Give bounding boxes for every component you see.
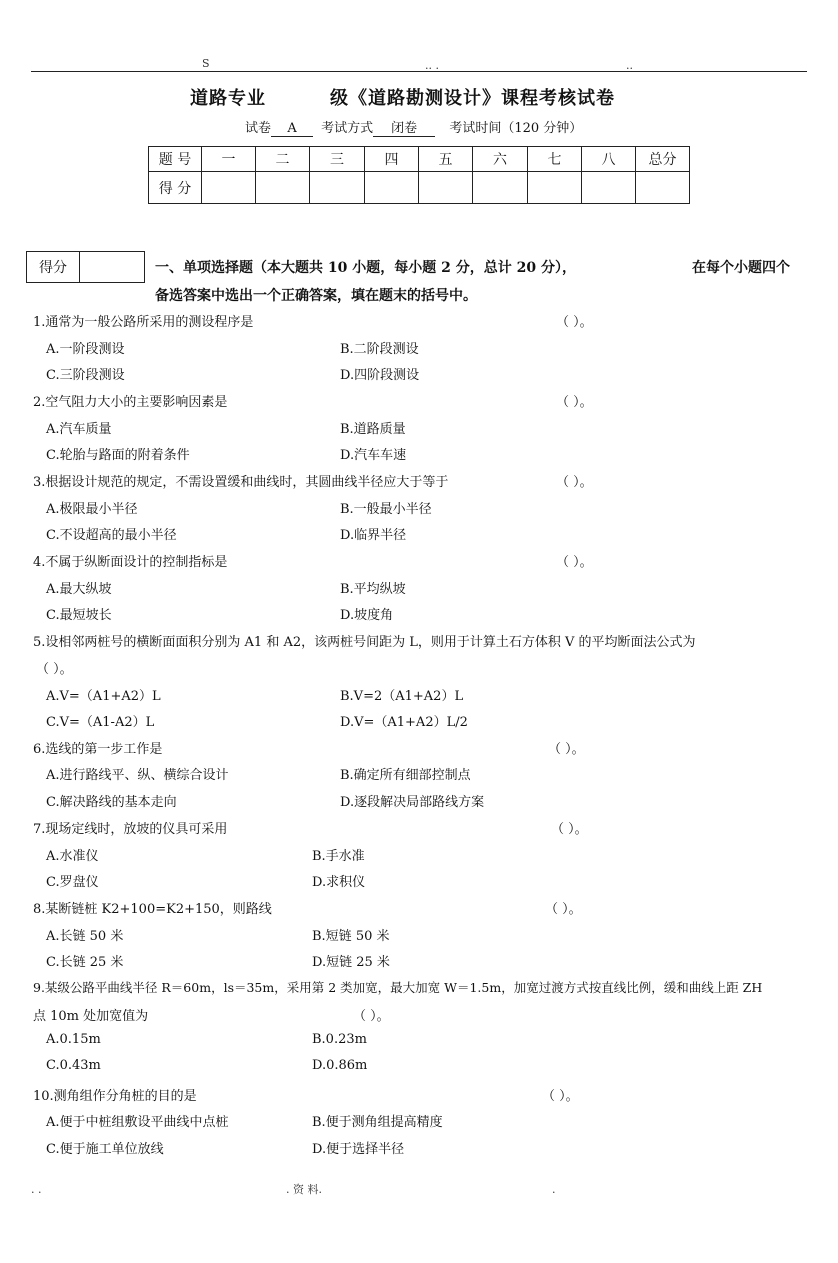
exam-meta [245, 117, 582, 137]
option-a: A.水准仪 [46, 849, 99, 864]
time-text: 考试时间（120 分钟） [449, 121, 583, 136]
method-label: 考试方式 [321, 121, 374, 136]
option-a: A.V=（A1+A2）L [46, 689, 161, 704]
question-10-stem: 10.测角组作分角桩的目的是 [33, 1089, 197, 1104]
section-score-box [26, 251, 145, 283]
option-c: C.不设超高的最小半径 [46, 528, 177, 543]
answer-paren[interactable]: （ ）。 [556, 395, 593, 410]
option-b: B.短链 50 米 [312, 929, 390, 944]
answer-paren[interactable]: （ ）。 [36, 662, 73, 677]
option-c: C.罗盘仪 [46, 875, 99, 890]
option-d: D.求积仪 [312, 875, 366, 890]
score-table [148, 146, 690, 204]
answer-paren[interactable]: （ ）。 [556, 475, 593, 490]
question-2-stem: 2.空气阻力大小的主要影响因素是 [33, 395, 228, 410]
option-c: C.解决路线的基本走向 [46, 795, 177, 810]
question-1-stem: 1.通常为一般公路所采用的测设程序是 [33, 315, 254, 330]
answer-paren[interactable]: （ ）。 [545, 902, 582, 917]
option-a: A.长链 50 米 [46, 929, 124, 944]
option-c: C.便于施工单位放线 [46, 1142, 164, 1157]
option-d: D.0.86m [312, 1058, 368, 1073]
score-header-cell: 题 号 [149, 147, 202, 172]
option-b: B.V=2（A1+A2）L [340, 689, 464, 704]
answer-paren[interactable]: （ ）。 [542, 1089, 579, 1104]
question-9-stem: 9.某级公路平曲线半径 R＝60m，ls＝35m，采用第 2 类加宽，最大加宽 W＝1.5m，加宽过渡方式按直线比例，缓和曲线上距 ZH [33, 980, 763, 995]
score-header-cell: 八 [582, 147, 636, 172]
option-d: D.坡度角 [340, 608, 394, 623]
option-d: D.临界半径 [340, 528, 407, 543]
section-heading: 一、单项选择题（本大题共 10 小题，每小题 2 分，总计 20 分）， [155, 260, 576, 276]
option-b: B.便于测角组提高精度 [312, 1115, 443, 1130]
option-d: D.便于选择半径 [312, 1142, 405, 1157]
option-c: C.长链 25 米 [46, 955, 124, 970]
score-cell[interactable] [365, 172, 419, 204]
option-a: A.最大纵坡 [46, 582, 112, 597]
option-d: D.汽车车速 [340, 448, 407, 463]
option-d: D.V=（A1+A2）L/2 [340, 715, 468, 730]
score-cell[interactable] [636, 172, 690, 204]
section-heading-right: 在每个小题四个 [692, 260, 790, 276]
option-a: A.0.15m [46, 1032, 101, 1047]
score-cell[interactable] [202, 172, 256, 204]
method-value: 闭卷 [373, 117, 435, 137]
section-score-field[interactable] [80, 252, 144, 282]
score-header-cell: 二 [256, 147, 310, 172]
answer-paren[interactable]: （ ）。 [556, 315, 593, 330]
option-b: B.平均纵坡 [340, 582, 406, 597]
option-a: A.一阶段测设 [46, 342, 125, 357]
option-a: A.便于中桩组敷设平曲线中点桩 [46, 1115, 229, 1130]
score-cell[interactable] [473, 172, 528, 204]
header-rule [31, 71, 807, 72]
paper-value: A [271, 121, 313, 137]
option-a: A.极限最小半径 [46, 502, 138, 517]
option-c: C.最短坡长 [46, 608, 112, 623]
option-c: C.0.43m [46, 1058, 101, 1073]
option-b: B.手水准 [312, 849, 365, 864]
score-row-label: 得 分 [149, 172, 202, 204]
question-6-stem: 6.选线的第一步工作是 [33, 742, 163, 757]
question-7-stem: 7.现场定线时，放坡的仪具可采用 [33, 822, 228, 837]
score-header-cell: 总分 [636, 147, 690, 172]
answer-paren[interactable]: （ ）。 [548, 742, 585, 757]
option-a: A.汽车质量 [46, 422, 112, 437]
option-c: C.V=（A1-A2）L [46, 715, 155, 730]
option-a: A.进行路线平、纵、横综合设计 [46, 768, 229, 783]
page-title: 级《道路勘测设计》课程考核试卷 [330, 88, 615, 109]
header-mark-right: .. [626, 59, 633, 72]
option-b: B.道路质量 [340, 422, 406, 437]
section-instruction: 备选答案中选出一个正确答案，填在题末的括号中。 [155, 288, 477, 304]
score-header-cell: 五 [419, 147, 473, 172]
question-9-stem-cont: 点 10m 处加宽值为 [33, 1009, 149, 1024]
option-b: B.0.23m [312, 1032, 367, 1047]
option-d: D.短链 25 米 [312, 955, 390, 970]
score-header-cell: 一 [202, 147, 256, 172]
footer-left: . . [31, 1183, 42, 1196]
option-b: B.二阶段测设 [340, 342, 419, 357]
score-header-cell: 七 [528, 147, 582, 172]
footer-mid: . 资 料. [286, 1183, 322, 1196]
option-b: B.确定所有细部控制点 [340, 768, 471, 783]
paper-label: 试卷 [245, 121, 272, 136]
question-3-stem: 3.根据设计规范的规定，不需设置缓和曲线时，其圆曲线半径应大于等于 [33, 475, 449, 490]
score-cell[interactable] [256, 172, 310, 204]
score-header-cell: 四 [365, 147, 419, 172]
header-mark-left: S [202, 57, 210, 70]
question-8-stem: 8.某断链桩 K2+100=K2+150，则路线 [33, 902, 272, 917]
question-4-stem: 4.不属于纵断面设计的控制指标是 [33, 555, 228, 570]
answer-paren[interactable]: （ ）。 [556, 555, 593, 570]
score-cell[interactable] [582, 172, 636, 204]
score-table-score-row [149, 172, 690, 204]
section-score-label: 得分 [27, 252, 80, 282]
title-major: 道路专业 [190, 88, 266, 109]
answer-paren[interactable]: （ ）。 [353, 1009, 390, 1024]
score-header-cell: 三 [310, 147, 365, 172]
option-b: B.一般最小半径 [340, 502, 432, 517]
score-cell[interactable] [528, 172, 582, 204]
option-d: D.逐段解决局部路线方案 [340, 795, 485, 810]
option-c: C.三阶段测设 [46, 368, 125, 383]
score-cell[interactable] [419, 172, 473, 204]
option-d: D.四阶段测设 [340, 368, 420, 383]
answer-paren[interactable]: （ ）。 [551, 822, 588, 837]
footer-right: . [552, 1183, 556, 1196]
score-table-header-row [149, 147, 690, 172]
score-header-cell: 六 [473, 147, 528, 172]
option-c: C.轮胎与路面的附着条件 [46, 448, 190, 463]
score-cell[interactable] [310, 172, 365, 204]
header-mark-mid: .. . [425, 59, 439, 72]
question-5-stem: 5.设相邻两桩号的横断面面积分别为 A1 和 A2，该两桩号间距为 L，则用于计算土石方体积 V 的平均断面法公式为 [33, 635, 696, 650]
